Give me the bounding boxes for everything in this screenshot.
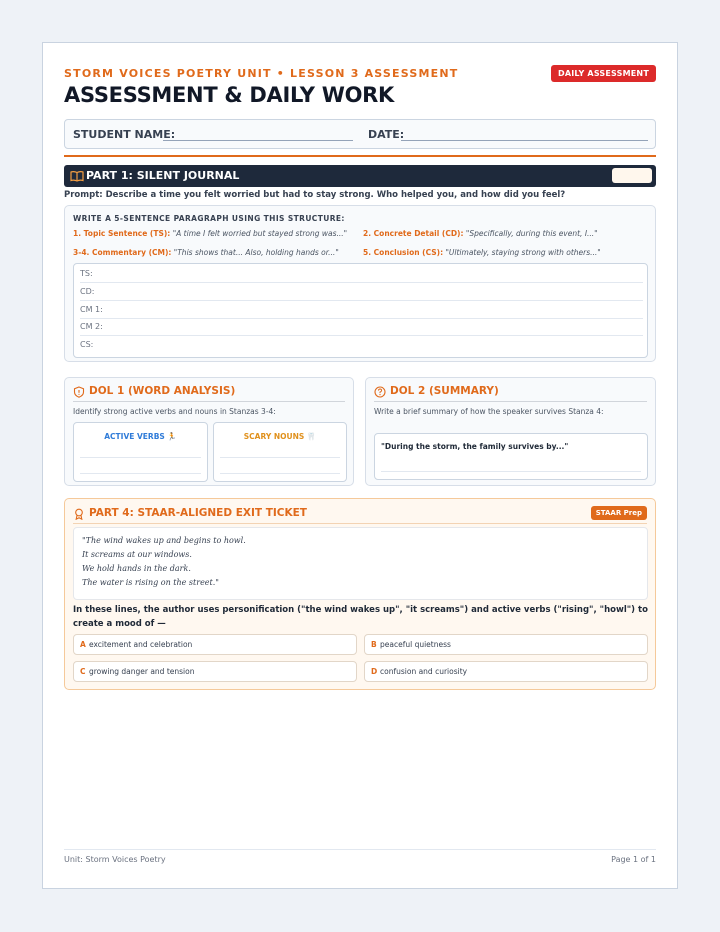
dol2-title: DOL 2 (SUMMARY) [390, 385, 499, 397]
part4-exit-ticket [64, 498, 656, 690]
choice-letter: D [371, 667, 378, 676]
choice-a[interactable] [73, 634, 357, 655]
step-key: 3-4. Commentary (CM): [73, 248, 172, 257]
dol2-box [365, 377, 656, 486]
scary-nouns-label: SCARY NOUNS 🦷 [243, 432, 317, 441]
step-commentary [73, 248, 339, 257]
poem-line: "The wind wakes up and begins to howl. [82, 536, 246, 545]
student-info-box [64, 119, 656, 149]
step-example: "Ultimately, staying strong with others..." [445, 248, 601, 257]
dol1-instructions: Identify strong active verbs and nouns in Stanzas 3-4: [73, 407, 276, 416]
summary-box[interactable] [374, 433, 648, 480]
step-key: 2. Concrete Detail (CD): [363, 229, 464, 238]
step-concrete-detail [363, 229, 598, 238]
divider [374, 401, 647, 402]
unit-line: STORM VOICES POETRY UNIT • LESSON 3 ASSESSMENT [64, 67, 459, 80]
poem-excerpt [73, 527, 648, 600]
step-example: "This shows that... Also, holding hands or..." [173, 248, 339, 257]
award-icon [73, 508, 85, 520]
part1-title: PART 1: SILENT JOURNAL [86, 169, 240, 182]
step-example: "Specifically, during this event, I..." [465, 229, 598, 238]
part4-title: PART 4: STAAR-ALIGNED EXIT TICKET [89, 507, 307, 519]
writing-line-cd[interactable]: CD: [80, 287, 643, 301]
student-name-label: STUDENT NAME: [73, 128, 176, 141]
part1-score-field[interactable] [612, 168, 652, 183]
step-key: 5. Conclusion (CS): [363, 248, 444, 257]
answer-line[interactable] [220, 473, 340, 474]
choice-letter: C [80, 667, 86, 676]
choice-text: peaceful quietness [380, 640, 451, 649]
step-conclusion [363, 248, 601, 257]
footer-divider [64, 849, 656, 850]
poem-line: It screams at our windows. [82, 550, 192, 559]
date-field[interactable] [401, 140, 648, 141]
active-verbs-box[interactable] [73, 422, 208, 482]
writing-line-cs[interactable]: CS: [80, 340, 94, 349]
dol1-box [64, 377, 354, 486]
active-verbs-label: ACTIVE VERBS 🏃 [104, 432, 177, 441]
worksheet-page [42, 42, 678, 889]
exit-ticket-question: In these lines, the author uses personification ("the wind wakes up", "it screams") and active verbs ("rising", "howl") to create a mood of — [73, 605, 648, 629]
writing-line-ts[interactable]: TS: [80, 269, 643, 283]
shield-icon [73, 386, 85, 398]
book-open-icon [70, 169, 84, 183]
divider [73, 401, 345, 402]
choice-d[interactable] [364, 661, 648, 682]
answer-line[interactable] [220, 457, 340, 458]
journal-prompt: Prompt: Describe a time you felt worried but had to stay strong. Who helped you, and how did you feel? [64, 190, 566, 200]
choice-c[interactable] [73, 661, 357, 682]
part1-header [64, 165, 656, 187]
daily-assessment-badge: DAILY ASSESSMENT [551, 65, 656, 82]
divider [64, 155, 656, 157]
divider [73, 523, 647, 524]
student-name-field[interactable] [163, 140, 353, 141]
question-circle-icon [374, 386, 386, 398]
poem-line: The water is rising on the street." [82, 578, 219, 587]
choice-text: excitement and celebration [89, 640, 193, 649]
step-key: 1. Topic Sentence (TS): [73, 229, 171, 238]
answer-line[interactable] [381, 471, 641, 472]
answer-line[interactable] [80, 457, 201, 458]
paragraph-structure-box [64, 205, 656, 362]
writing-line-cm1[interactable]: CM 1: [80, 305, 643, 319]
footer-unit: Unit: Storm Voices Poetry [64, 855, 166, 864]
summary-starter: "During the storm, the family survives by..." [381, 442, 569, 451]
step-example: "A time I felt worried but stayed strong was..." [172, 229, 348, 238]
journal-writing-area[interactable] [73, 263, 648, 358]
choice-b[interactable] [364, 634, 648, 655]
choice-letter: A [80, 640, 86, 649]
date-label: DATE: [368, 128, 405, 141]
choice-text: confusion and curiosity [380, 667, 468, 676]
writing-line-cm2[interactable]: CM 2: [80, 322, 643, 336]
dol1-title: DOL 1 (WORD ANALYSIS) [89, 385, 236, 397]
answer-line[interactable] [80, 473, 201, 474]
choice-letter: B [371, 640, 377, 649]
dol2-instructions: Write a brief summary of how the speaker survives Stanza 4: [374, 407, 604, 416]
step-topic-sentence [73, 229, 347, 238]
structure-title: WRITE A 5-SENTENCE PARAGRAPH USING THIS STRUCTURE: [73, 214, 345, 223]
scary-nouns-box[interactable] [213, 422, 347, 482]
staar-prep-badge: STAAR Prep [591, 506, 647, 520]
poem-line: We hold hands in the dark. [82, 564, 191, 573]
footer-page-number: Page 1 of 1 [611, 855, 656, 864]
choice-text: growing danger and tension [89, 667, 195, 676]
page-title: ASSESSMENT & DAILY WORK [64, 83, 394, 107]
